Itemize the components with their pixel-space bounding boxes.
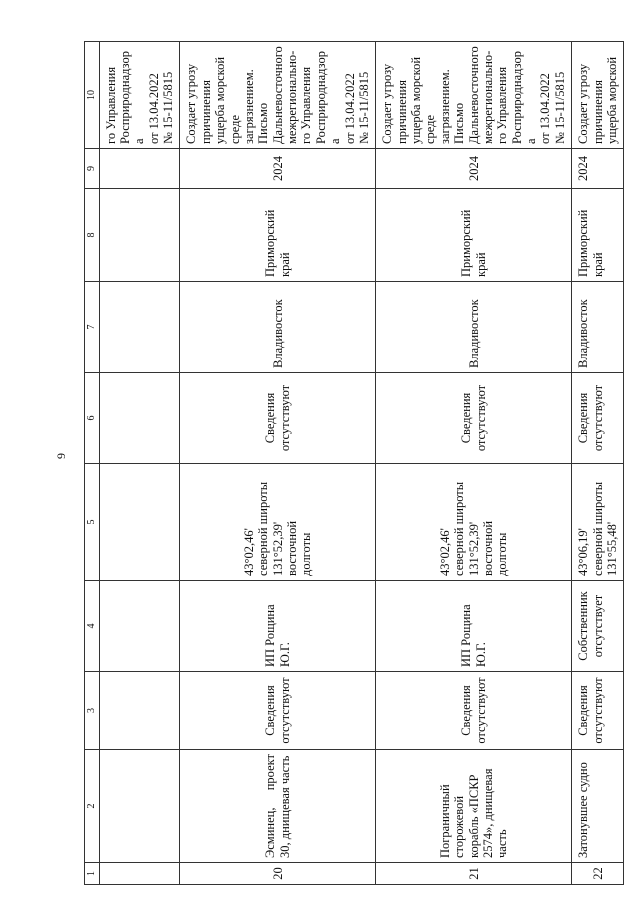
owner: ИП Рощина Ю.Г. [376,581,572,672]
column-number: 7 [85,282,100,373]
column-number: 10 [85,42,100,149]
rotated-table-container [84,42,619,885]
note: Создает угрозу причинения ущерба морской среде загрязнением. Письмо Дальневосточного межрегионально- го Управления Росприроднадзора от 13.04.2022 № 15-11/5815 [376,42,572,149]
column-number: 5 [85,464,100,581]
year: 2024 [180,149,376,189]
row-number: 22 [572,863,624,885]
page-number: 9 [54,453,68,459]
column-number: 2 [85,750,100,863]
column-number: 9 [85,149,100,189]
column-number-row [85,42,100,885]
owner: ИП Рощина Ю.Г. [180,581,376,672]
owner-info: Сведения отсутствуют [376,672,572,750]
year: 2024 [376,149,572,189]
column-number: 6 [85,373,100,464]
column-number: 3 [85,672,100,750]
table-row [572,42,624,885]
coordinates: 43°02,46' северной широты 131°52,39' восточной долготы [376,464,572,581]
col6-info: Сведения отсутствуют [572,373,624,464]
column-number: 4 [85,581,100,672]
row-number: 20 [180,863,376,885]
col6-info: Сведения отсутствуют [376,373,572,464]
year: 2024 [572,149,624,189]
row-number: 21 [376,863,572,885]
owner-info: Сведения отсутствуют [180,672,376,750]
object-name: Эсминец, проект 30, днищевая часть [180,750,376,863]
column-number: 1 [85,863,100,885]
city: Владивосток [376,282,572,373]
owner: Собственник отсутствует [572,581,624,672]
coordinates: 43°02,46' северной широты 131°52,39' восточной долготы [180,464,376,581]
object-name: Пограничный сторожевой корабль «ПСКР 2574», днищевая часть [376,750,572,863]
owner-info: Сведения отсутствуют [572,672,624,750]
note: Создает угрозу причинения ущерба морской среде загрязнением. Письмо Дальневосточного межрегионально- го Управления Росприроднадзора от 13.04.2022 № 15-11/5815 [180,42,376,149]
table-row [376,42,572,885]
region: Приморский край [180,189,376,282]
region: Приморский край [376,189,572,282]
col6-info: Сведения отсутствуют [180,373,376,464]
registry-table [84,41,624,885]
note: Создает угрозу причинения ущерба морской [572,42,624,149]
object-name: Затонувшее судно [572,750,624,863]
table-row [180,42,376,885]
continuation-note: го Управления Росприроднадзора от 13.04.2022 № 15-11/5815 [99,42,180,149]
column-number: 8 [85,189,100,282]
city: Владивосток [180,282,376,373]
city: Владивосток [572,282,624,373]
continuation-row [99,42,180,885]
coordinates: 43°06,19' северной широты 131°55,48' [572,464,624,581]
region: Приморский край [572,189,624,282]
